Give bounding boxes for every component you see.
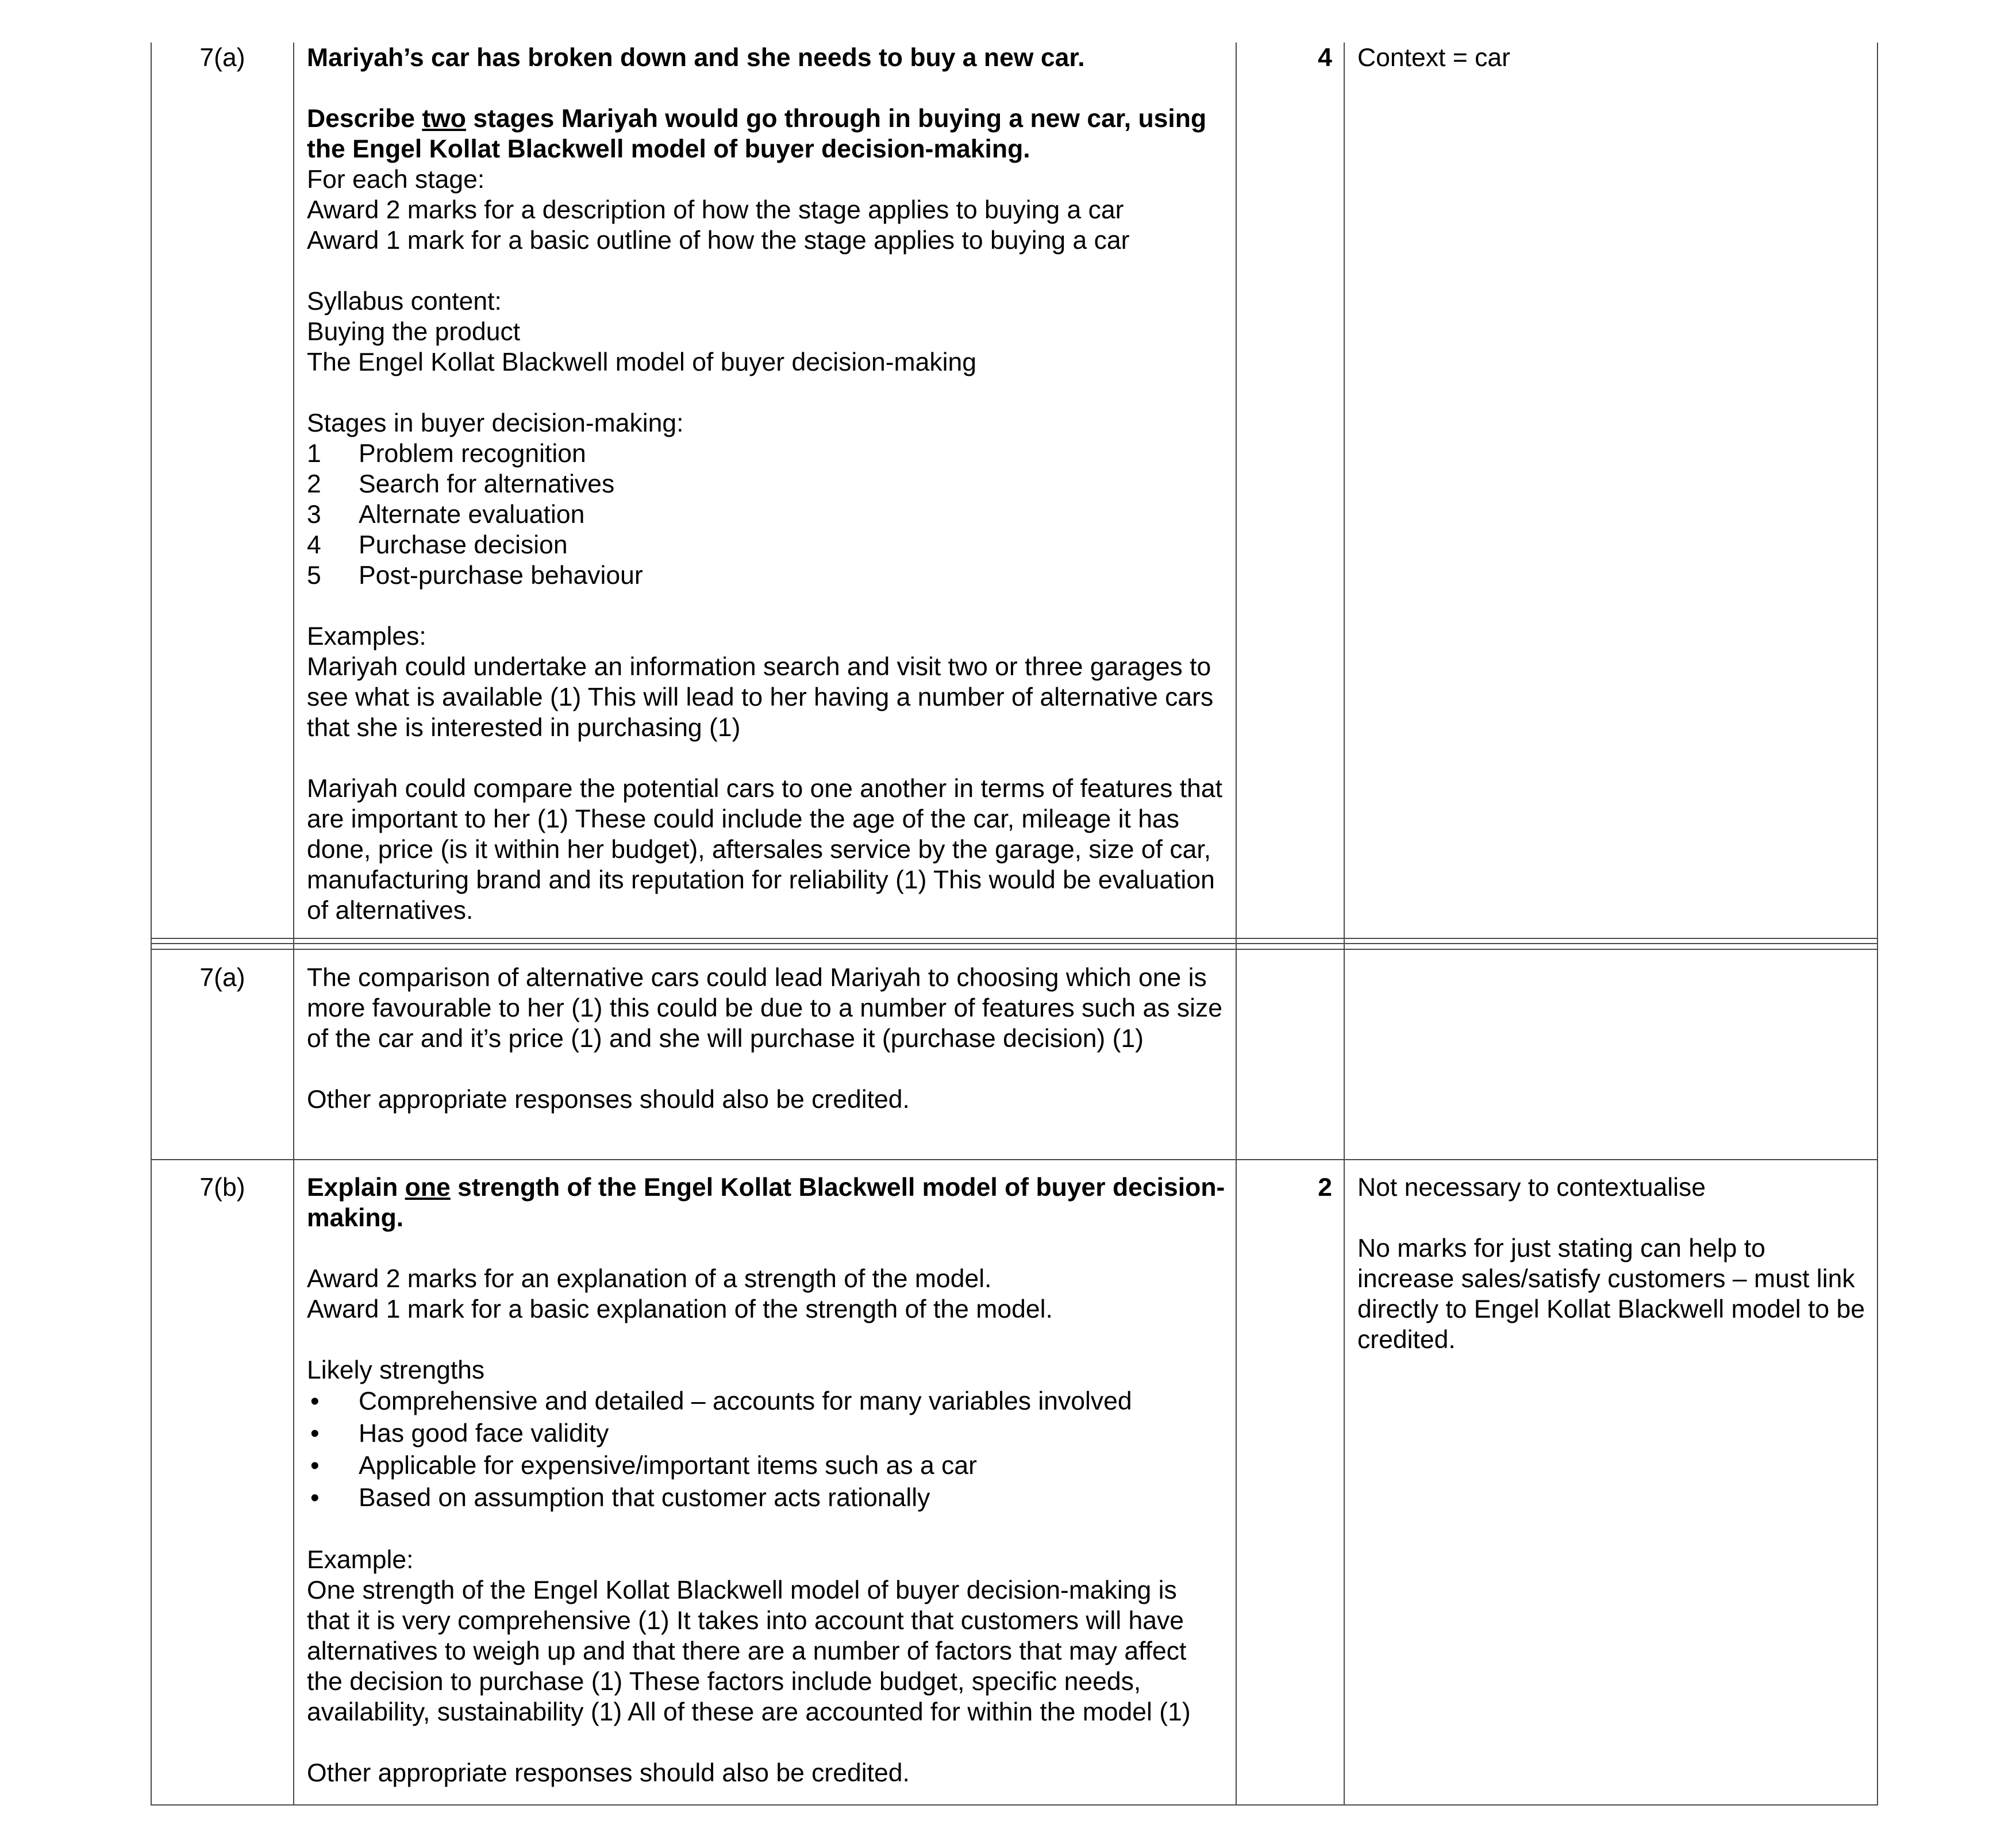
award-line: Award 1 mark for a basic explanation of the strength of the model.: [307, 1295, 1053, 1323]
grid-line: [151, 943, 1878, 944]
question-text: Mariyah’s car has broken down and she needs to buy a new car.: [307, 44, 1085, 72]
guidance-cell: [1357, 1172, 1869, 1355]
answer-cell: [307, 963, 1226, 1115]
stage-item: 4 Purchase decision: [307, 531, 568, 559]
bullet-icon: •: [310, 1452, 320, 1480]
grid-line: [151, 1159, 1878, 1160]
example-paragraph: The comparison of alternative cars could lead Mariyah to choosing which one is more favourable to her (1) this could be due to a number of features such as size of the car and it’s price (1) and she will purchase it (purchase decision) (1): [307, 964, 1222, 1053]
task-text: Explain one strength of the Engel Kollat Blackwell model of buyer decision-making.: [307, 1173, 1225, 1232]
award-line: Award 2 marks for a description of how the stage applies to buying a car: [307, 196, 1124, 224]
example-paragraph: Mariyah could compare the potential cars to one another in terms of features that are important to her (1) These could include the age of the car, mileage it has done, price (is it within her budget), aftersales service by the garage, size of car, manufacturing brand and its reputation for reliability (1) This would be evaluation of alternatives.: [307, 775, 1222, 925]
syllabus-title: Syllabus content:: [307, 287, 502, 315]
marks-value: 4: [1318, 44, 1332, 72]
example-paragraph: One strength of the Engel Kollat Blackwell model of buyer decision-making is that it is very comprehensive (1) It takes into account that customers will have alternatives to weigh up and that there are a number of factors that may affect the decision to purchase (1) These factors include budget, specific needs, availability, sustainability (1) All of these are accounted for within the model (1): [307, 1576, 1191, 1726]
answer-cell: [307, 1172, 1226, 1788]
question-number: 7(a): [199, 44, 245, 72]
question-number: 7(b): [199, 1173, 245, 1202]
grid-line: [1344, 43, 1345, 1806]
bullet-icon: •: [310, 1419, 320, 1448]
strengths-title: Likely strengths: [307, 1356, 485, 1384]
syllabus-item: Buying the product: [307, 318, 521, 346]
grid-line: [1877, 43, 1878, 1806]
other-responses: Other appropriate responses should also be credited.: [307, 1085, 910, 1114]
grid-line: [151, 1804, 1878, 1806]
guidance-text: Context = car: [1357, 44, 1510, 72]
grid-line: [293, 43, 294, 1806]
examples-title: Examples:: [307, 622, 426, 650]
strength-item: • Applicable for expensive/important items such as a car: [307, 1450, 1226, 1482]
stage-item: 1 Problem recognition: [307, 440, 586, 468]
answer-cell: [307, 43, 1226, 926]
other-responses: Other appropriate responses should also be credited.: [307, 1759, 910, 1787]
stage-item: 3 Alternate evaluation: [307, 501, 585, 529]
example-paragraph: Mariyah could undertake an information search and visit two or three garages to see what is available (1) This will lead to her having a number of alternative cars that she is interested in purchasing (1): [307, 653, 1214, 742]
award-line: Award 1 mark for a basic outline of how the stage applies to buying a car: [307, 226, 1130, 255]
stages-title: Stages in buyer decision-making:: [307, 409, 684, 437]
example-title: Example:: [307, 1546, 414, 1574]
bullet-icon: •: [310, 1387, 320, 1415]
grid-line: [151, 938, 1878, 939]
grid-line: [1236, 43, 1237, 1806]
grid-line: [151, 43, 152, 1806]
task-text: Describe two stages Mariyah would go through in buying a new car, using the Engel Kollat Blackwell model of buyer decision-making.: [307, 105, 1207, 163]
stage-item: 2 Search for alternatives: [307, 470, 615, 498]
award-line: Award 2 marks for an explanation of a strength of the model.: [307, 1265, 992, 1293]
stage-item: 5 Post-purchase behaviour: [307, 561, 643, 590]
strength-item: • Has good face validity: [307, 1418, 1226, 1450]
strength-item: • Comprehensive and detailed – accounts for many variables involved: [307, 1385, 1226, 1418]
question-number: 7(a): [199, 964, 245, 992]
award-intro: For each stage:: [307, 165, 485, 194]
guidance-text: Not necessary to contextualise: [1357, 1173, 1706, 1202]
marks-value: 2: [1318, 1173, 1332, 1202]
strength-item: • Based on assumption that customer acts rationally: [307, 1482, 1226, 1514]
grid-line: [151, 949, 1878, 950]
syllabus-item: The Engel Kollat Blackwell model of buyer decision-making: [307, 348, 976, 376]
bullet-icon: •: [310, 1484, 320, 1512]
guidance-text: No marks for just stating can help to increase sales/satisfy customers – must link directly to Engel Kollat Blackwell model to be credited.: [1357, 1234, 1865, 1354]
